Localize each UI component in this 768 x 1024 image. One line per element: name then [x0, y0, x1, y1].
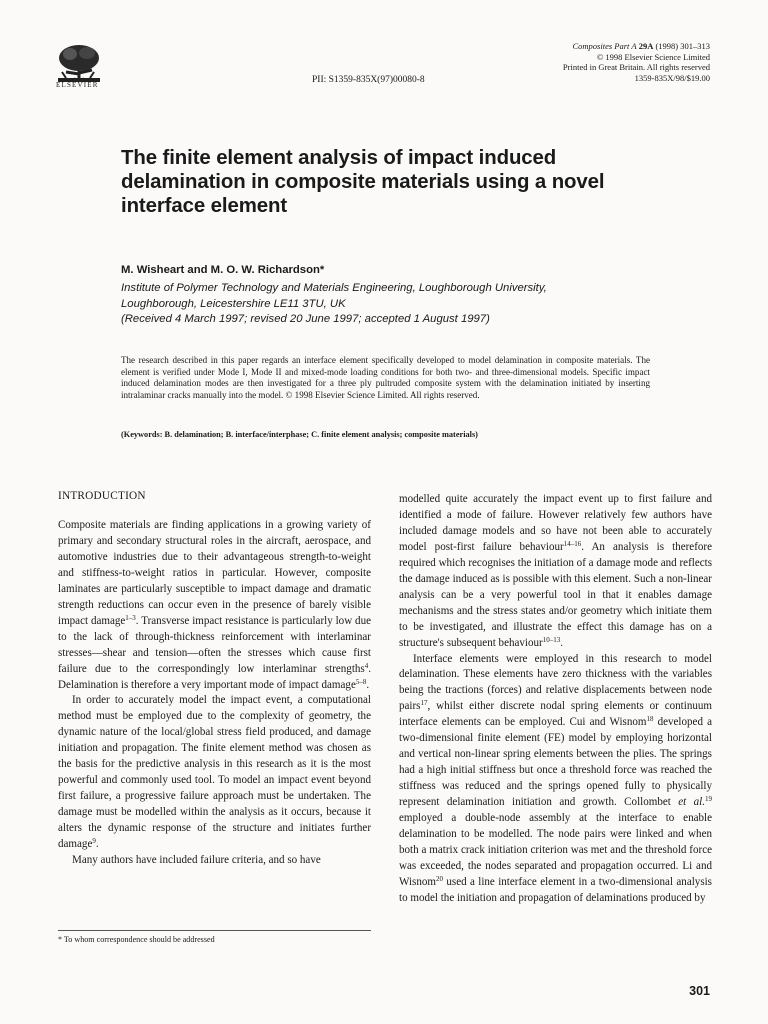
price-code: 1359-835X/98/$19.00 [634, 72, 710, 83]
citation-20: 20 [436, 874, 443, 883]
printed-line: Printed in Great Britain. All rights reserved [562, 62, 710, 73]
citation-14-16: 14–16 [563, 539, 582, 548]
intro-paragraph-2: In order to accurately model the impact event, a computational method must be employed due to the complexity of geometry, the dynamic nature of the local/global stress field produced, and damage initiation and propagation. The finite element method was chosen as the basis for the predictive analysis in this research as it is the most powerful and commonly used tool. To model an impact event beyond first failure, a progressive failure approach must be undertaken. The damage must be modelled within the analysis as it occurs, because it alters the dynamic response of the structure and initiates further damage$^9$. [58, 694, 371, 851]
author-list: M. Wisheart and M. O. W. Richardson* [121, 264, 325, 276]
citation-5-8: 5–8 [355, 677, 367, 686]
footnote-rule [58, 930, 371, 931]
citation-19: 19 [705, 795, 713, 804]
et-al: et al. [678, 796, 706, 809]
abstract: The research described in this paper regards an interface element specifically developed to model delamination in composite materials. The element is verified under Mode I, Mode II and mixed-mode loading conditions for both two- and three-dimensional models. Specific impact induced delamination modes are then investigated for a three ply pultruded composite system with the delamination initiated by inserting intralaminar cracks manually into the model. © 1998 Elsevier Science Limited. All rights reserved. [121, 355, 650, 400]
citation-10-13: 10–13 [542, 635, 561, 644]
citation-4: 4 [364, 661, 369, 670]
keywords: (Keywords: B. delamination; B. interface/interphase; C. finite element analysis; composite materials) [121, 430, 478, 439]
citation-9: 9 [92, 837, 96, 846]
paper-title: The finite element analysis of impact induced delamination in composite materials using a novel interface element [121, 147, 605, 217]
intro-paragraph-3: Many authors have included failure criteria, and so have [72, 854, 321, 867]
affiliation-line-2: Loughborough, Leicestershire LE11 3TU, UK [121, 297, 346, 310]
right-paragraph-2: Interface elements were employed in this research to model delamination. These elements have zero thickness with the variables being the tractions (forces) and relative displacements between node pairs$^{17}$, whilst either discrete nodal spring elements or continuum interface elements can be employed. Cui and Wisnom$^{18}$ developed a two-dimensional finite element (FE) model by employing horizontal and vertical non-linear spring elements between the plies. The springs had a high initial stiffness but once a threshold force was reached the stiffness was reduced and the springs opened fully to physically represent delamination initiation and growth. Collombet et al.$^{19}$ employed a double-node assembly at the interface to enable delamination to be modelled. The node pairs were linked and when both a matrix crack initiation criterion was met and the threshold force was exceeded, the nodes separated and propagation occurred. Li and Wisnom$^{20}$ used a line interface element in a two-dimensional analysis to model the initiation and propagation of delaminations produced by [399, 652, 713, 904]
page-number: 301 [689, 984, 710, 998]
citation-1-3: 1–3 [125, 613, 136, 622]
received-dates: (Received 4 March 1997; revised 20 June 1997; accepted 1 August 1997) [121, 313, 490, 325]
intro-paragraph-1: Composite materials are finding applications in a growing variety of primary and secondary structural roles in the aircraft, aerospace, and automotive industries due to their advantageous strength-to-weight and stiffness-to-weight ratios in particular. However, composite laminates are particularly susceptible to impact damage and dramatic strength reductions can occur even in the presence of barely visible impact damage$^{1-3}$. Transverse impact resistance is particularly low due to the lack of through-thickness reinforcement with interlaminar stresses—shear and tension—often the stresses which cause first failure due to the correspondingly low interlaminar strengths$^4$. Delamination is therefore a very important mode of impact damage$^{5-8}$. [58, 519, 371, 691]
right-paragraph-1: modelled quite accurately the impact event up to first failure and identified a mode of failure. However relatively few authors have included damage models and so have not been able to accurately model post-first failure behaviour$^{14-16}$. An analysis is therefore required which recognises the initiation of a damage mode and reflects the damage induced as is possible with this element. Such a non-linear analysis can be a very powerful tool in that it enables damage mechanisms and the stress states and/or geometry which initiate them to be investigated, and illustrate the effect this damage has on a structure's subsequent behaviour$^{10-13}$. [399, 493, 712, 649]
journal-volume: 29A [638, 41, 654, 51]
publisher-name: ELSEVIER [56, 81, 99, 89]
citation-18: 18 [646, 715, 654, 724]
affiliation [121, 281, 681, 328]
journal-name: Composites Part A [572, 41, 637, 51]
left-column [58, 518, 371, 869]
journal-citation [563, 41, 710, 52]
section-heading-introduction: INTRODUCTION [58, 490, 146, 502]
journal-year-pages: (1998) 301–313 [653, 41, 710, 51]
copyright-line: © 1998 Elsevier Science Limited [596, 51, 710, 62]
right-column [399, 492, 712, 907]
journal-info [563, 41, 710, 83]
citation-17: 17 [420, 699, 428, 708]
pii-code: PII: S1359-835X(97)00080-8 [312, 75, 425, 85]
affiliation-line-1: Institute of Polymer Technology and Materials Engineering, Loughborough University, [121, 282, 547, 294]
footnote: * To whom correspondence should be addressed [58, 935, 215, 944]
